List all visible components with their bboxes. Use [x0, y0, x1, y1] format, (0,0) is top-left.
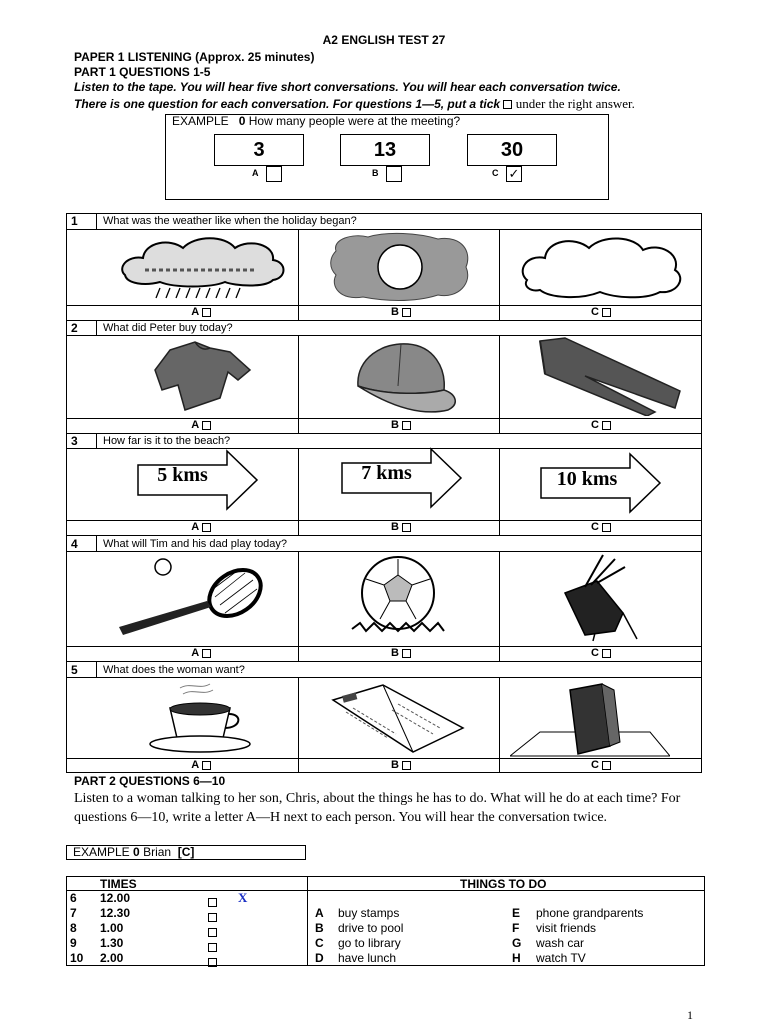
newspaper-icon	[328, 680, 468, 755]
thing-letter: A	[315, 906, 324, 920]
answer-a[interactable]	[171, 419, 231, 431]
thing-text: drive to pool	[338, 921, 404, 935]
test-title: A2 ENGLISH TEST 27	[322, 33, 446, 47]
example-num: 0	[238, 114, 246, 128]
thing-text: go to library	[338, 936, 401, 950]
thing-letter: B	[315, 921, 324, 935]
answer-c[interactable]	[571, 419, 631, 431]
letter-b: B	[390, 306, 399, 318]
instruction-tail: under the right answer.	[515, 96, 635, 111]
part2-example	[66, 845, 306, 860]
example-check-c[interactable]: ✓	[506, 166, 522, 182]
time-row-number: 6	[70, 891, 77, 905]
tick-box-icon	[402, 761, 411, 770]
q5-number: 5	[71, 663, 78, 677]
q4-text: What will Tim and his dad play today?	[103, 538, 288, 550]
example-check-b[interactable]	[386, 166, 402, 182]
example-num: 0	[133, 845, 140, 859]
thing-letter: G	[512, 936, 522, 950]
trousers-icon	[525, 336, 690, 416]
answer-b[interactable]	[371, 759, 431, 771]
example-option-b: 13	[340, 134, 430, 166]
cloud-icon	[515, 232, 685, 302]
example-name: Brian	[143, 845, 172, 859]
letter-c: C	[590, 759, 599, 771]
answer-c[interactable]	[571, 306, 631, 318]
thing-letter: H	[512, 951, 521, 965]
rain-cloud-icon	[115, 230, 290, 304]
letter-b: B	[390, 419, 399, 431]
thing-text: wash car	[536, 936, 585, 950]
arrow-label-c: 10 kms	[556, 468, 618, 490]
arrow-label-b: 7 kms	[361, 462, 412, 484]
answer-c[interactable]	[571, 647, 631, 659]
answer-a[interactable]	[171, 647, 231, 659]
thing-letter: D	[315, 951, 324, 965]
tick-box-icon	[208, 913, 217, 922]
time-row-number: 10	[70, 951, 84, 965]
answer-box[interactable]	[208, 954, 217, 972]
instruction-text: There is one question for each conversation. For questions 1—5, put a tick	[74, 97, 501, 111]
q2-number: 2	[71, 321, 78, 335]
answer-b[interactable]	[371, 647, 431, 659]
time-row-time: 1.00	[100, 921, 124, 935]
tick-box-icon	[503, 100, 512, 109]
time-row-time: 2.00	[100, 951, 124, 965]
tick-box-icon	[402, 649, 411, 658]
letter-a: A	[191, 419, 199, 431]
part1-instruction-2	[74, 96, 635, 112]
golf-bag-icon	[545, 553, 645, 643]
tick-box-icon	[202, 308, 211, 317]
answer-a[interactable]	[171, 759, 231, 771]
tick-box-icon	[208, 928, 217, 937]
answer-c[interactable]	[571, 521, 631, 533]
thing-text: have lunch	[338, 951, 397, 965]
tick-box-icon	[202, 649, 211, 658]
thing-text: phone grandparents	[536, 906, 644, 920]
q1-number: 1	[71, 214, 78, 228]
example-label: EXAMPLE	[172, 114, 229, 128]
time-row-number: 9	[70, 936, 77, 950]
q3-text: How far is it to the beach?	[103, 435, 231, 447]
arrow-label-a: 5 kms	[157, 464, 208, 486]
tick-box-icon	[202, 523, 211, 532]
tick-box-icon	[202, 761, 211, 770]
letter-c: C	[590, 647, 599, 659]
thing-letter: E	[512, 906, 521, 920]
time-row-time: 12.00	[100, 891, 131, 905]
part1-instruction-1: Listen to the tape. You will hear five short conversations. You will hear each conversation twice.	[74, 80, 621, 94]
time-row-time: 1.30	[100, 936, 124, 950]
example-label: EXAMPLE	[73, 845, 130, 859]
example-check-a[interactable]	[266, 166, 282, 182]
thing-letter: F	[512, 921, 520, 935]
answer-mark: X	[238, 890, 248, 905]
letter-a: A	[191, 759, 199, 771]
letter-c: C	[590, 521, 599, 533]
q3-number: 3	[71, 434, 78, 448]
cap-icon	[338, 338, 463, 416]
part1-heading: PART 1 QUESTIONS 1-5	[74, 65, 211, 79]
part2-heading: PART 2 QUESTIONS 6—10	[74, 774, 226, 788]
example-option-a: 3	[214, 134, 304, 166]
part2-instruction: Listen to a woman talking to her son, Chris, about the things he has to do. What will he do at each time? For questions 6—10, write a letter A—H next to each person. You will hear the conversation twice.	[74, 791, 681, 825]
time-row-time: 12.30	[100, 906, 131, 920]
example-letter-c: C	[492, 168, 499, 178]
tick-box-icon	[208, 898, 217, 907]
thing-text: buy stamps	[338, 906, 400, 920]
letter-c: C	[590, 306, 599, 318]
tick-box-icon	[208, 958, 217, 967]
thing-letter: C	[315, 936, 324, 950]
menu-card-icon	[510, 680, 670, 758]
tshirt-icon	[150, 340, 255, 414]
times-header: TIMES	[100, 877, 137, 891]
tick-box-icon	[602, 649, 611, 658]
tick-box-icon	[208, 943, 217, 952]
sun-icon	[328, 231, 473, 303]
answer-b[interactable]	[371, 521, 431, 533]
example-question	[172, 114, 460, 128]
answer-c[interactable]	[571, 759, 631, 771]
q1-text: What was the weather like when the holiday began?	[103, 215, 357, 227]
tick-box-icon	[402, 523, 411, 532]
answer-b[interactable]	[371, 306, 431, 318]
answer-b[interactable]	[371, 419, 431, 431]
q4-number: 4	[71, 537, 78, 551]
tick-box-icon	[402, 308, 411, 317]
page-number: 1	[687, 1008, 693, 1022]
example-option-c: 30	[467, 134, 557, 166]
tennis-racket-icon	[115, 555, 275, 640]
time-row-number: 8	[70, 921, 77, 935]
letter-b: B	[390, 759, 399, 771]
q5-text: What does the woman want?	[103, 664, 245, 676]
letter-b: B	[390, 521, 399, 533]
tick-box-icon	[602, 523, 611, 532]
tick-box-icon	[602, 761, 611, 770]
football-icon	[348, 553, 448, 635]
example-letter-b: B	[372, 168, 379, 178]
tick-box-icon	[602, 421, 611, 430]
time-row-number: 7	[70, 906, 77, 920]
example-answer: [C]	[177, 845, 195, 859]
coffee-cup-icon	[145, 680, 260, 755]
tick-box-icon	[202, 421, 211, 430]
answer-a[interactable]	[171, 306, 231, 318]
letter-a: A	[191, 306, 199, 318]
things-header: THINGS TO DO	[460, 877, 547, 891]
tick-box-icon	[602, 308, 611, 317]
q2-text: What did Peter buy today?	[103, 322, 233, 334]
tick-box-icon	[402, 421, 411, 430]
letter-a: A	[191, 521, 199, 533]
answer-a[interactable]	[171, 521, 231, 533]
example-letter-a: A	[252, 168, 259, 178]
thing-text: visit friends	[536, 921, 597, 935]
example-text: How many people were at the meeting?	[248, 114, 461, 128]
paper-title: PAPER 1 LISTENING (Approx. 25 minutes)	[74, 50, 315, 64]
letter-b: B	[390, 647, 399, 659]
letter-c: C	[590, 419, 599, 431]
letter-a: A	[191, 647, 199, 659]
thing-text: watch TV	[536, 951, 586, 965]
